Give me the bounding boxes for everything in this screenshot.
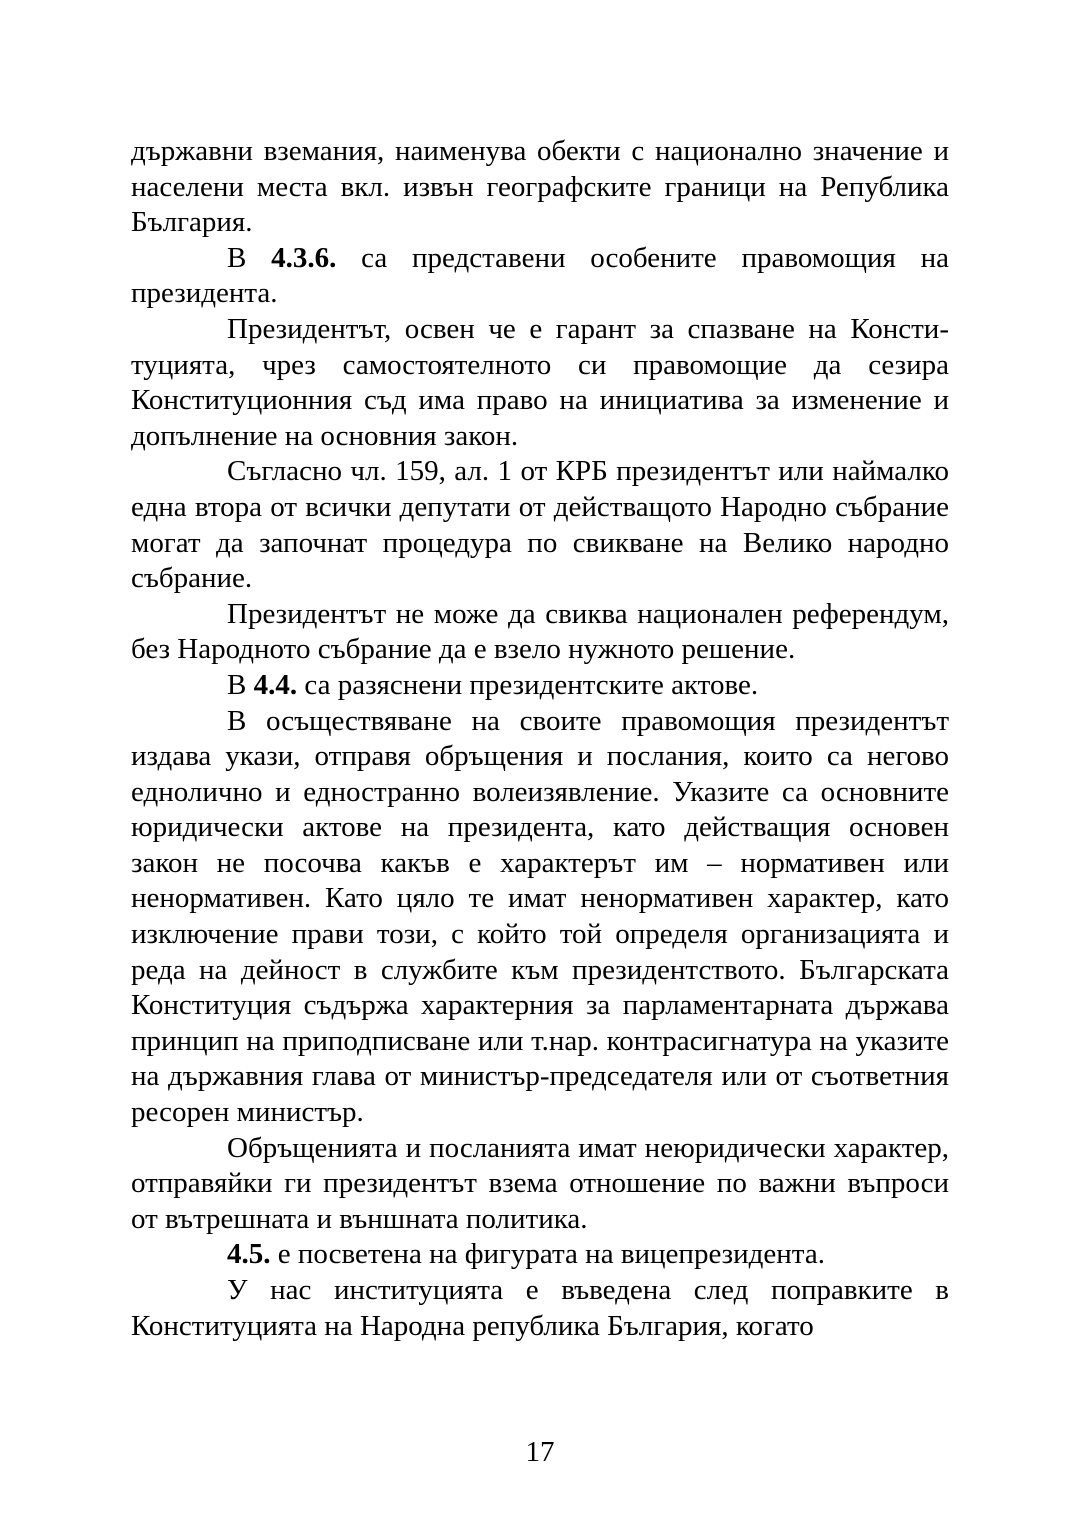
paragraph-article-159: [131, 454, 949, 596]
paragraph-vice-president-institution: [131, 1273, 949, 1344]
section-reference: 4.5.: [227, 1238, 271, 1271]
paragraph-text: Президентът не може да свиква национален референдум, без Народното събрание да е взело нужното решение.: [131, 597, 949, 666]
paragraph-text: Съгласно чл. 159, ал. 1 от КРБ президентът или наймалко една втора от всички депутати от действащото Народно събрание могат да започнат процедура по свикване на Велико народно събрание.: [131, 455, 949, 595]
paragraph-text: е посветена на фигурата на вицепрезидента.: [270, 1238, 825, 1271]
paragraph-text: Обръщенията и посланията имат неюридически характер, отправяйки ги президентът взема отношение по важни въпроси от вътрешната и външната политика.: [131, 1131, 949, 1235]
paragraph-text: държавни вземания, наименува обекти с национално значение и населени места вкл. извън географските граници на Република България.: [131, 135, 949, 239]
paragraph-prefix: В: [227, 241, 272, 274]
paragraph-addresses-messages: [131, 1131, 949, 1238]
paragraph-text: У нас институцията е въведена след поправките в Конституцията на Народна република България, когато: [131, 1274, 949, 1342]
section-reference: 4.4.: [253, 668, 298, 701]
paragraph-text: Президентът, освен че е гарант за спазване на Конституцията, чрез самостоятелното си правомощие да сезира Конституционния съд има право на инициатива за изменение и допълнение на основния закон.: [131, 312, 949, 452]
paragraph-text: са разяснени президентските актове.: [297, 668, 759, 701]
paragraph-section-4-4: [131, 668, 949, 704]
page-number: 17: [525, 1436, 555, 1468]
paragraph-state-claims: [131, 134, 949, 241]
paragraph-section-4-5: [131, 1237, 949, 1273]
paragraph-prefix: В: [227, 668, 254, 701]
paragraph-presidential-decrees: [131, 704, 949, 1131]
paragraph-text: са представени особените правомощия на президента.: [131, 241, 949, 310]
body-text: [131, 134, 949, 1344]
paragraph-referendum: [131, 597, 949, 668]
paragraph-president-guarantor: [131, 312, 949, 454]
section-reference: 4.3.6.: [271, 241, 337, 274]
paragraph-text: В осъществяване на своите правомощия президентът издава укази, отправя обръщения и послания, които са негово еднолично и едностранно волеизявление. Указите са основните юридически актове на президента, като действащия основен закон не посочва какъв е характерът им – нормативен или ненормативен. Като цяло те имат ненормативен характер, като изключение прави този, с който той определя организацията и реда на дейност в службите към президентството. Българската Конституция съдържа характерния за парламентарната държава принцип на приподписване или т.нар. контрасигнатура на указите на държавния глава от министър-председателя или от съответния ресорен министър.: [131, 704, 949, 1129]
paragraph-section-4-3-6: [131, 241, 949, 312]
